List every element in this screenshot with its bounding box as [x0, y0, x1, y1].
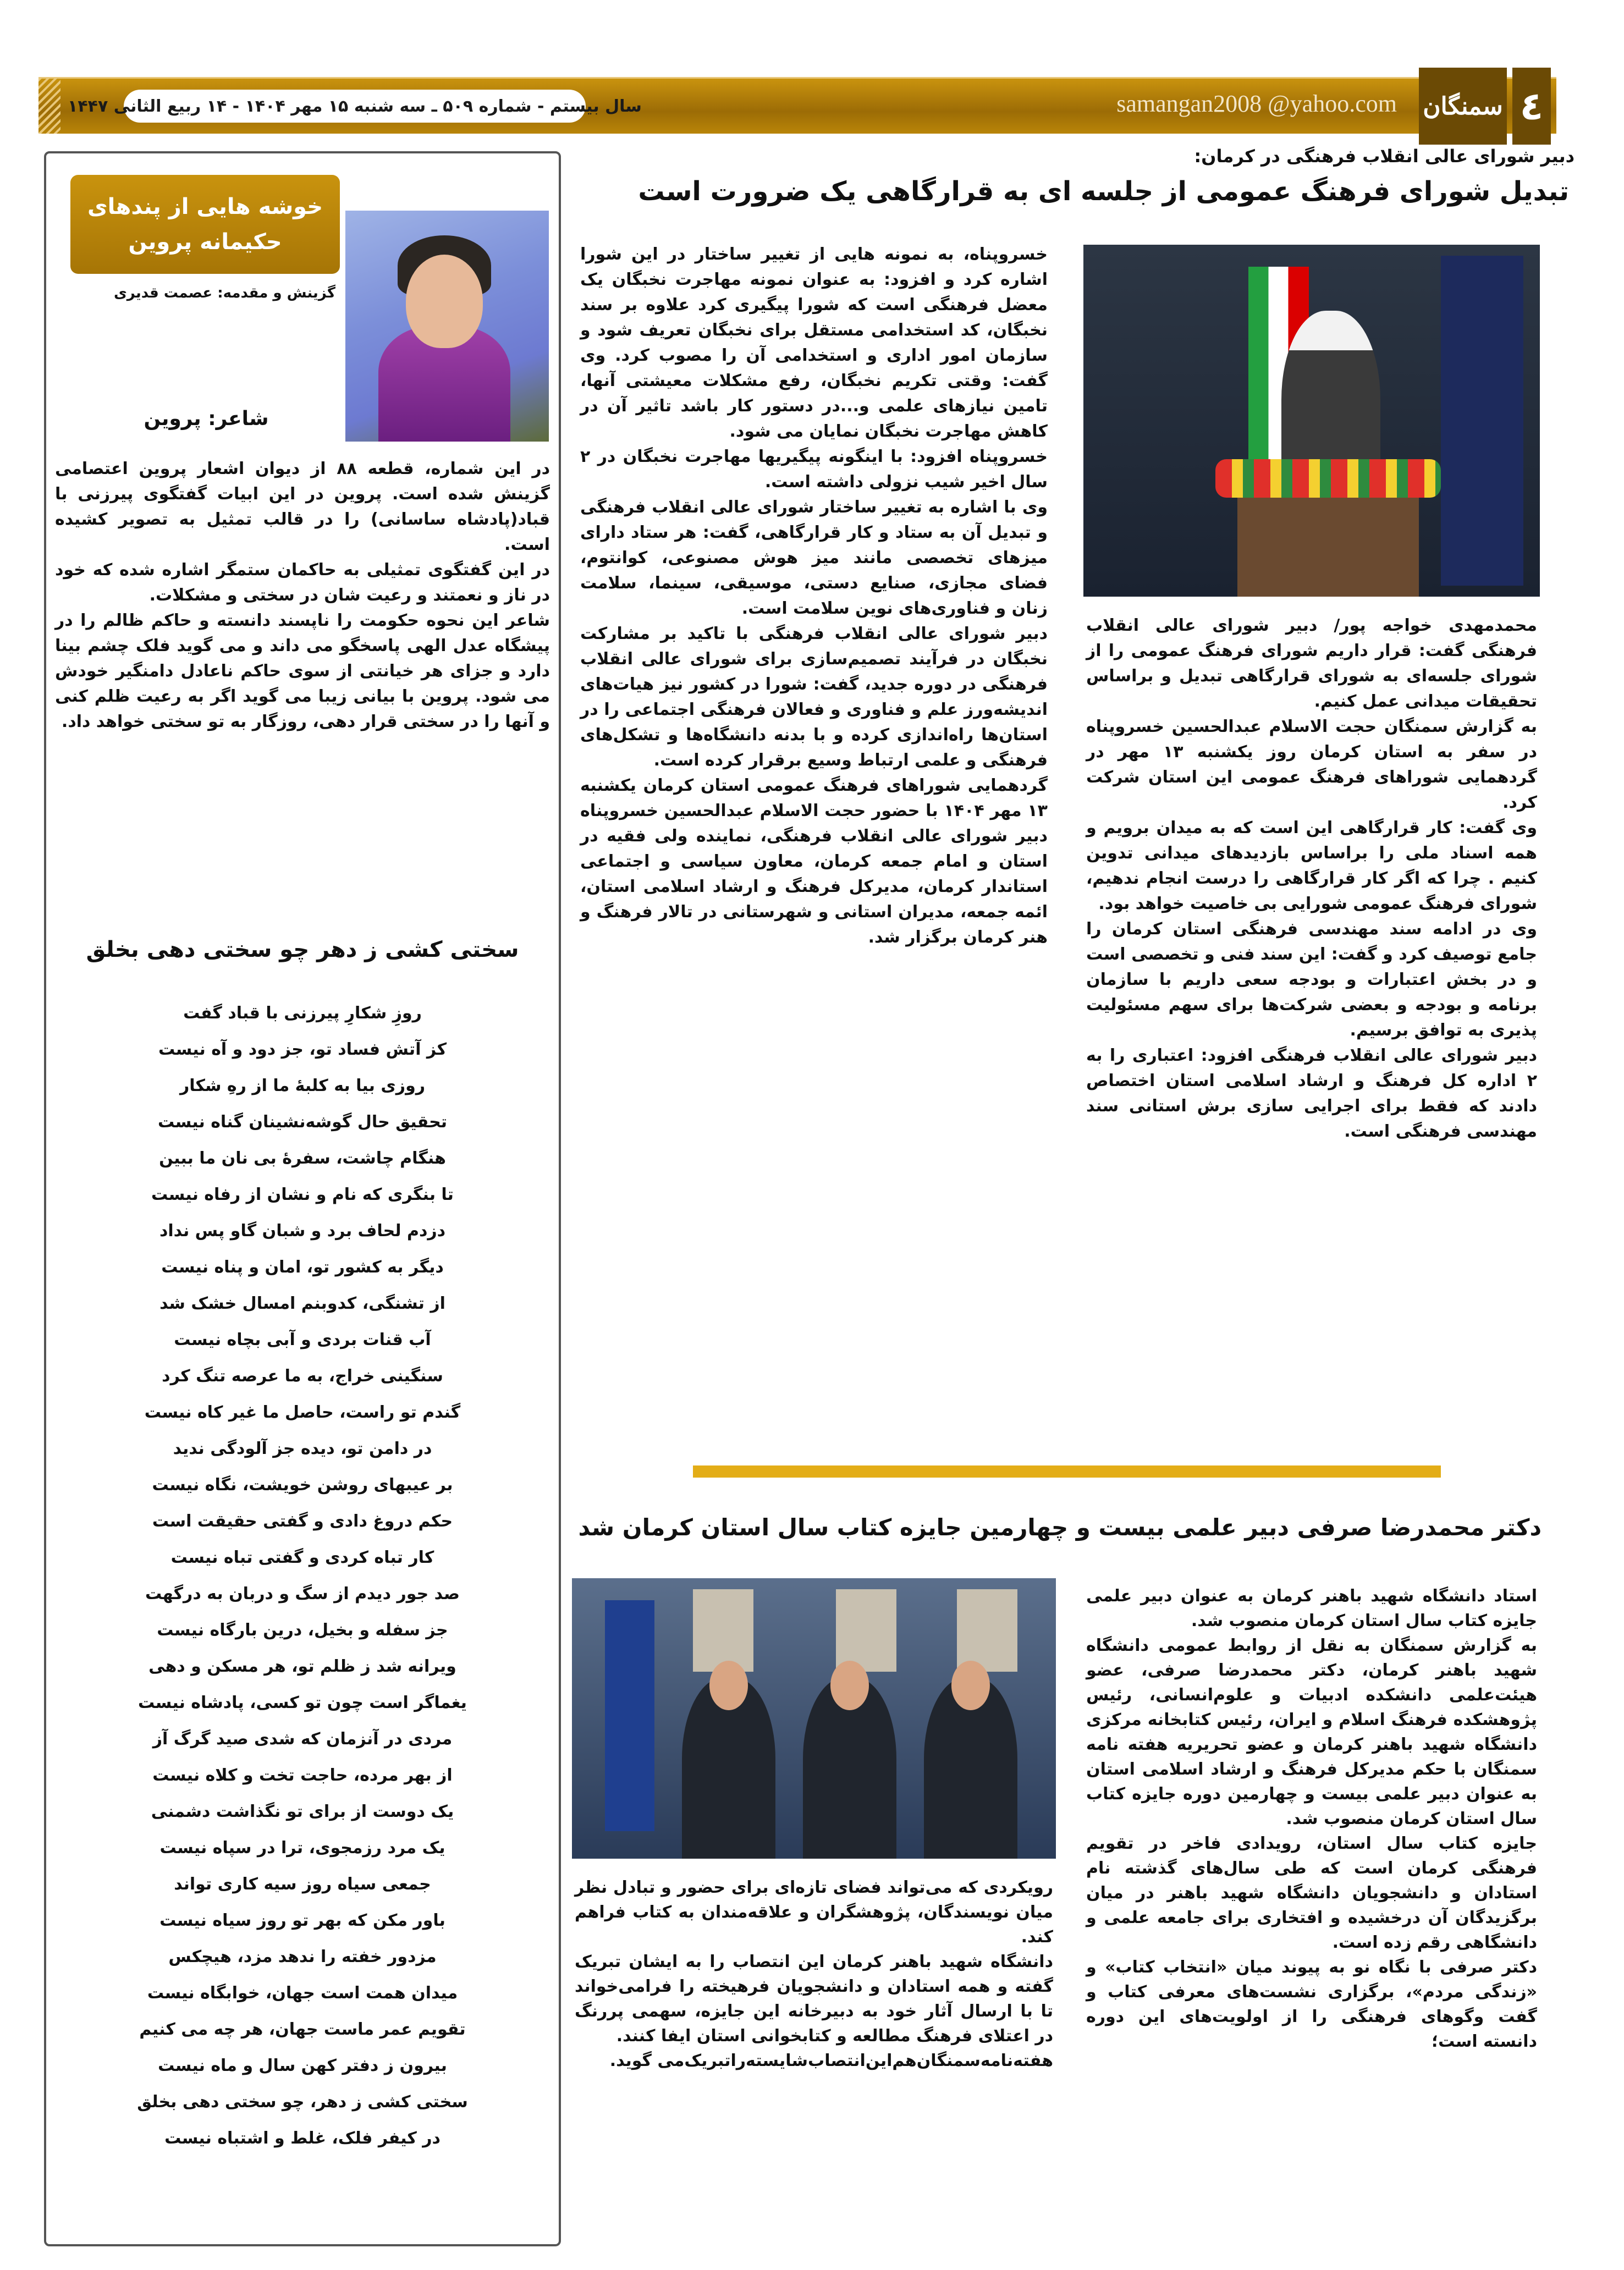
- decorative-stripes: [38, 79, 60, 134]
- article1-kicker: دبیر شورای عالی انقلاب فرهنگی در کرمان:: [1194, 146, 1575, 167]
- paragraph: جایزه کتاب سال استان، رویدادی فاخر در تقویم فرهنگی کرمان است که طی سال‌های گذشته نام استادان و دانشجویان دانشگاه شهید باهنر در میان برگزیدگان آن درخشیده و افتخاری برای جامعه علمی و دانشگاهی رقم زده است.: [1086, 1834, 1537, 1952]
- poem-line: بر عیبهای روشن خویشت، نگاه نیست: [152, 1475, 453, 1495]
- poetry-column-title: [70, 175, 340, 274]
- wall-portrait: [693, 1589, 753, 1672]
- poem-line: در کیفر فلک، غلط و اشتباه نیست: [164, 2129, 441, 2148]
- wall-portrait: [957, 1589, 1017, 1672]
- poem-line: روزی بیا به کلبهٔ ما از رهِ شکار: [179, 1076, 425, 1095]
- poem-line: آب قنات بردی و آبی بچاه نیست: [174, 1330, 431, 1349]
- article1-middle-column: [580, 242, 1048, 950]
- paragraph: دبیر شورای عالی انقلاب فرهنگی افزود: اعتباری را به ۲ اداره کل فرهنگ و ارشاد اسلامی استان اختصاص دادند که فقط برای اجرایی سازی برش استانی سند مهندسی فرهنگی است.: [1086, 1046, 1537, 1141]
- paragraph: استاد دانشگاه شهید باهنر کرمان به عنوان دبیر علمی جایزه کتاب سال استان کرمان منصوب شد.: [1086, 1586, 1537, 1630]
- paragraph: خسروپناه افزود: با اینگونه پیگیریها مهاجرت نخبگان در ۲ سال اخیر شیب نزولی داشته است.: [580, 447, 1048, 492]
- poem-line: یک مرد رزمجوی، ترا در سپاه نیست: [159, 1838, 445, 1858]
- paragraph: وی با اشاره به تغییر ساختار شورای عالی انقلاب فرهنگی و تبدیل آن به ستاد و کار قرارگاهی، گفت: هر ستاد دارای میزهای تخصصی مانند میز هوش مصنوعی، کوانتوم، فضای مجازی، صنایع دستی، موسیقی، سینما، سلامت زنان و فناوری‌های نوین سلامت است.: [580, 498, 1048, 618]
- poem-line: میدان همت است جهان، خوابگاه نیست: [147, 1984, 458, 2003]
- poetry-intro: [55, 456, 550, 735]
- poem-line: جمعی سیاه روز سیه کاری تواند: [174, 1875, 431, 1894]
- poem-line: بیرون ز دفتر کهن سال و ماه نیست: [158, 2056, 447, 2075]
- poem-line: از تشنگی، کدوبنم امسال خشک شد: [159, 1294, 445, 1313]
- title-line-2: حکیمانه پروین: [128, 229, 282, 255]
- paragraph: خسروپناه، به نمونه هایی از تغییر ساختار در این شورا اشاره کرد و افزود: به عنوان نمونه مهاجرت نخبگان یک معضل فرهنگی است که شورا پیگیری کرد علاوه بر سند نخبگان، کد استخدامی مستقل برای نخبگان تعریف شود و سازمان امور اداری و استخدامی آن را مصوب کرد. وی گفت: وقتی تکریم نخبگان، رفع مشکلات معیشتی آنها، تامین نیازهای علمی و...در دستور کار باشد تاثیر آن در کاهش مهاجرت نخبگان نمایان می شود.: [580, 245, 1048, 441]
- poem-line: باور مکن که بهر تو روز سیاه نیست: [159, 1911, 445, 1930]
- poem-line: روزِ شکارِ پیرزنی با قباد گفت: [183, 1004, 422, 1023]
- contact-email[interactable]: samangan2008 @yahoo.com: [1116, 90, 1397, 117]
- paragraph: به گزارش سمنگان به نقل از روابط عمومی دانشگاه شهید باهنر کرمان، دکتر محمدرضا صرفی، عضو هیئت‌علمی دانشکده ادبیات و علوم‌انسانی، رئیس پژوهشکده فرهنگ اسلام و ایران، رئیس کتابخانه مرکزی دانشگاه شهید باهنر کرمان و عضو تحریریه هفته نامه سمنگان با حکم مدیرکل فرهنگ و ارشاد اسلامی استان به عنوان دبیر علمی بیست و چهارمین دوره جایزه کتاب سال استان کرمان منصوب شد.: [1086, 1636, 1537, 1828]
- poem-line: مزدور خفته را ندهد مزد، هیچکس: [168, 1947, 437, 1966]
- masthead-band: [38, 77, 1556, 134]
- poem-line: دزدم لحاف برد و شبان گاو پس نداد: [159, 1221, 446, 1241]
- paragraph: وی در ادامه سند مهندسی فرهنگی استان کرمان را جامع توصیف کرد و گفت: این سند فنی و تخصصی است و در بخش اعتبارات و بودجه سعی داریم با سازمان برنامه و بودجه و بعضی شرکت‌ها برای سهم مسئولیت پذیری به توافق برسیم.: [1086, 919, 1537, 1040]
- poem-title: سختی کشی ز دهر چو سختی دهی بخلق: [86, 937, 519, 962]
- poem-line: جز سفله و بخیل، درین بارگاه نیست: [157, 1621, 448, 1640]
- poem-line: تا بنگری که نام و نشان از رفاه نیست: [151, 1185, 454, 1204]
- poem-line: ویرانه شد ز ظلم تو، هر مسکن و دهی: [148, 1657, 456, 1676]
- poem-line: یک دوست از برای تو نگذاشت دشمنی: [151, 1802, 454, 1821]
- poem-line: حکم دروغ دادی و گفتی حقیقت است: [152, 1512, 453, 1531]
- article1-photo: [1083, 245, 1540, 597]
- poem-line: هنگام چاشت، سفرهٔ بی نان ما ببین: [159, 1149, 446, 1168]
- poem-line: از بهر مرده، حاجت تخت و کلاه نیست: [152, 1766, 453, 1785]
- poem-line: سنگینی خراج، به ما عرصه تنگ کرد: [162, 1367, 443, 1386]
- paragraph: وی گفت: کار قرارگاهی این است که به میدان برویم و همه اسناد ملی را براساس بازدیدهای میدانی تدوین کنیم . چرا که اگر کار قرارگاهی را درست انجام ندهیم، شورای فرهنگ عمومی شورایی بی خاصیت خواهد بود.: [1086, 818, 1537, 913]
- paragraph: گردهمایی شوراهای فرهنگ عمومی استان کرمان یکشنبه ۱۳ مهر ۱۴۰۴ با حضور حجت الاسلام عبدالحسین خسروپناه دبیر شورای عالی انقلاب فرهنگی، نماینده ولی فقیه در استان و امام جمعه کرمان، معاون سیاسی و اجتماعی استاندار کرمان، مدیرکل فرهنگ و ارشاد اسلامی استان، ائمه جمعه، مدیران استانی و شهرستانی در تالار فرهنگ و هنر کرمان برگزار شد.: [580, 776, 1048, 947]
- photo-banner: [1441, 256, 1523, 586]
- poem-line: سختی کشی ز دهر، چو سختی دهی بخلق: [137, 2092, 468, 2112]
- poem-line: مردی در آنزمان که شدی صید گرگ آز: [152, 1729, 453, 1749]
- paragraph: دبیر شورای عالی انقلاب فرهنگی با تاکید بر مشارکت نخبگان در فرآیند تصمیم‌سازی برای شورای عالی انقلاب فرهنگی در دوره جدید، گفت: شورا در کشور نیز هیات‌های اندیشه‌ورز علم و فناوری و فعالان فرهنگی اجتماعی را در استان‌ها راه‌اندازی کرده و با بدنه دانشگاه‌ها و تشکل‌های فرهنگی و علمی ارتباط وسیع برقرار کرده است.: [580, 624, 1048, 770]
- paragraph: به گزارش سمنگان حجت الاسلام عبدالحسین خسروپناه در سفر به استان کرمان روز یکشنبه ۱۳ مهر در گردهمایی شوراهای فرهنگ عمومی این استان شرکت کرد.: [1086, 717, 1537, 812]
- page-number: ٤: [1512, 68, 1551, 145]
- poem-line: یغماگر است چون تو کسی، پادشاه نیست: [138, 1693, 467, 1712]
- article2-right-column: [1086, 1584, 1537, 2054]
- article2-middle-column: [575, 1875, 1053, 2073]
- poem-line: صد جور دیدم از سگ و دربان به درگهت: [145, 1584, 460, 1604]
- issue-info: سال بیستم - شماره ۵۰۹ ـ سه شنبه ۱۵ مهر ۱۴۰۴ - ۱۴ ربیع الثانی ۱۴۴۷: [124, 90, 586, 123]
- article1-headline[interactable]: تبدیل شورای فرهنگ عمومی از جلسه ای به قرارگاهی یک ضرورت است: [638, 176, 1569, 207]
- article2-headline[interactable]: دکتر محمدرضا صرفی دبیر علمی بیست و چهارمین جایزه کتاب سال استان کرمان شد: [578, 1514, 1542, 1541]
- title-line-1: خوشه هایی از پندهای: [87, 194, 323, 219]
- paragraph: دانشگاه شهید باهنر کرمان این انتصاب را به ایشان تبریک گفته و همه استادان و دانشجویان فرهیخته را فرامی‌خواند تا با ارسال آثار خود به دبیرخانه این جایزه، سهمی پررنگ در اعتلای فرهنگ مطالعه و کتابخوانی استان ایفا کنند.: [575, 1952, 1053, 2046]
- person-head: [709, 1661, 748, 1710]
- newspaper-logo: سمنگان: [1419, 68, 1507, 145]
- paragraph: هفته‌نامه‌سمنگان‌هم‌این‌انتصاب‌شایسته‌را‌تبریک‌می گوید.: [609, 2051, 1053, 2070]
- poem-line: تحقیق حال گوشه‌نشینان گناه نیست: [157, 1112, 448, 1132]
- poem-line: کار تباه کردی و گفتی تباه نیست: [170, 1548, 434, 1567]
- person-head: [830, 1661, 869, 1710]
- podium: [1237, 481, 1419, 597]
- section-divider: [693, 1465, 1441, 1478]
- portrait-face: [406, 255, 483, 348]
- poem-line: گندم تو راست، حاصل ما غیر کاه نیست: [144, 1403, 461, 1422]
- intro-paragraph: شاعر این نحوه حکومت را ناپسند دانسته و حاکم ظالم را در پیشگاه عدل الهی پاسخگو می داند و می گوید فلک چشم بینا دارد و جزای هر خیانتی از سوی حاکم ناعادل دامنگیر خودش می شود. پروین با بیانی زیبا می گوید اگر به رعیت ظلم کنی و آنها را در سختی قرار دهی، روزگار به تو سختی خواهد داد.: [55, 611, 550, 731]
- poet-portrait-image: [345, 211, 549, 442]
- poem-line: تقویم عمر ماست جهان، هر چه می کنیم: [139, 2020, 466, 2039]
- person-head: [951, 1661, 990, 1710]
- photo-banner: [605, 1600, 654, 1831]
- poem-body: [55, 995, 550, 2157]
- poem-line: دیگر به کشور تو، امان و پناه نیست: [161, 1258, 444, 1277]
- wall-portrait: [836, 1589, 896, 1672]
- flower-arrangement: [1215, 459, 1441, 498]
- intro-paragraph: در این شماره، قطعه ۸۸ از دیوان اشعار پروین اعتصامی گزینش شده است. پروین در این ابیات گفتگوی پیرزنی با قباد(پادشاه ساسانی) را در قالب تمثیل به تصویر کشیده است.: [55, 459, 550, 554]
- poem-line: در دامن تو، دیده جز آلودگی ندید: [173, 1439, 432, 1458]
- paragraph: رویکردی که می‌تواند فضای تازه‌ای برای حضور و تبادل نظر میان نویسندگان، پژوهشگران و علاقه‌مندان به کتاب فراهم کند.: [575, 1878, 1053, 1947]
- paragraph: دکتر صرفی با نگاه نو به پیوند میان «انتخاب کتاب» و «زندگی مردم»، برگزاری نشست‌های معرفی کتاب و گفت وگوهای فرهنگی را از اولویت‌های این دوره دانسته است؛: [1086, 1958, 1537, 2051]
- paragraph: محمدمهدی خواجه پور/ دبیر شورای عالی انقلاب فرهنگی گفت: قرار داریم شورای فرهنگ عمومی را از شورای جلسه‌ای به شورای قرارگاهی تبدیل و براساس تحقیقات میدانی عمل کنیم.: [1086, 616, 1537, 711]
- intro-paragraph: در این گفتگوی تمثیلی به حاکمان ستمگر اشاره شده که خود در ناز و نعمتند و رعیت شان در سختی و مشکلات.: [55, 560, 550, 605]
- author-credit: گزینش و مقدمه: عصمت قدیری: [113, 285, 335, 301]
- article1-right-column: [1086, 613, 1537, 1144]
- article2-photo: [572, 1578, 1056, 1859]
- portrait-label: شاعر: پروین: [144, 407, 269, 430]
- poem-line: کز آتش فساد تو، جز دود و آه نیست: [158, 1040, 447, 1059]
